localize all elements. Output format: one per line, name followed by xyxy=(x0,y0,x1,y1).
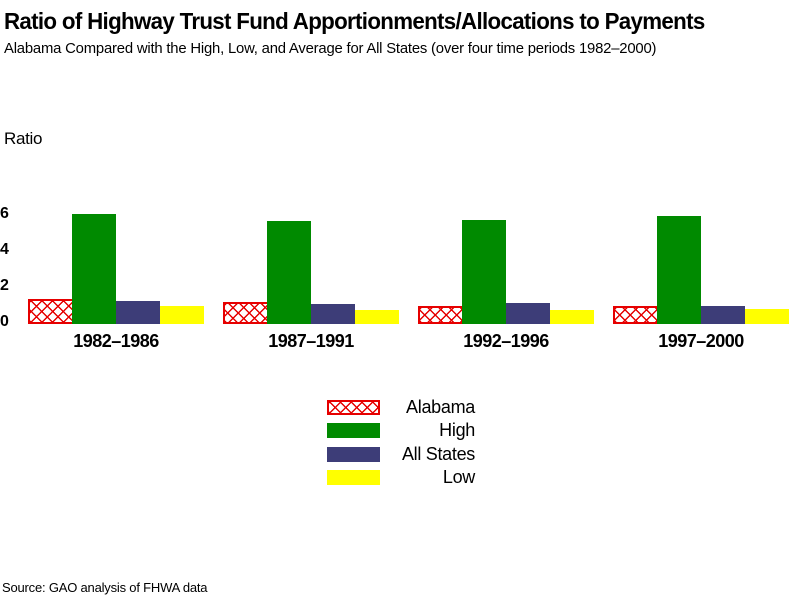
bar-high-1982-1986 xyxy=(72,214,116,324)
chart-title: Ratio of Highway Trust Fund Apportionments/Allocations to Payments xyxy=(4,8,705,34)
bar-all-states-1992-1996 xyxy=(506,303,550,324)
source-note: Source: GAO analysis of FHWA data xyxy=(2,580,208,595)
x-category-label-1997-2000: 1997–2000 xyxy=(658,331,744,351)
bar-alabama-1997-2000 xyxy=(613,306,659,324)
bar-high-1992-1996 xyxy=(462,220,506,324)
bar-high-1987-1991 xyxy=(267,221,311,324)
y-tick-6: 6 xyxy=(0,205,9,222)
bar-high-1997-2000 xyxy=(657,216,701,324)
y-tick-0: 0 xyxy=(0,313,9,330)
bar-low-1992-1996 xyxy=(550,310,594,324)
legend-label-low: Low xyxy=(442,467,475,487)
bar-low-1997-2000 xyxy=(745,309,789,324)
bar-low-1982-1986 xyxy=(160,306,204,324)
x-category-label-1982-1986: 1982–1986 xyxy=(73,331,159,351)
bar-low-1987-1991 xyxy=(355,310,399,324)
bar-alabama-1987-1991 xyxy=(223,302,269,324)
bar-all-states-1997-2000 xyxy=(701,306,745,324)
y-tick-4: 4 xyxy=(0,241,9,258)
legend-label-all-states: All States xyxy=(401,444,475,464)
chart-subtitle: Alabama Compared with the High, Low, and Average for All States (over four time periods 1982–2000) xyxy=(4,40,657,57)
bar-alabama-1982-1986 xyxy=(28,299,74,324)
y-tick-2: 2 xyxy=(0,277,9,294)
bar-all-states-1987-1991 xyxy=(311,304,355,324)
legend-label-high: High xyxy=(439,420,475,440)
x-category-label-1992-1996: 1992–1996 xyxy=(463,331,549,351)
y-axis-label: Ratio xyxy=(4,129,43,148)
x-category-label-1987-1991: 1987–1991 xyxy=(268,331,354,351)
bar-alabama-1992-1996 xyxy=(418,306,464,324)
bar-all-states-1982-1986 xyxy=(116,301,160,324)
legend-label-alabama: Alabama xyxy=(406,397,475,417)
